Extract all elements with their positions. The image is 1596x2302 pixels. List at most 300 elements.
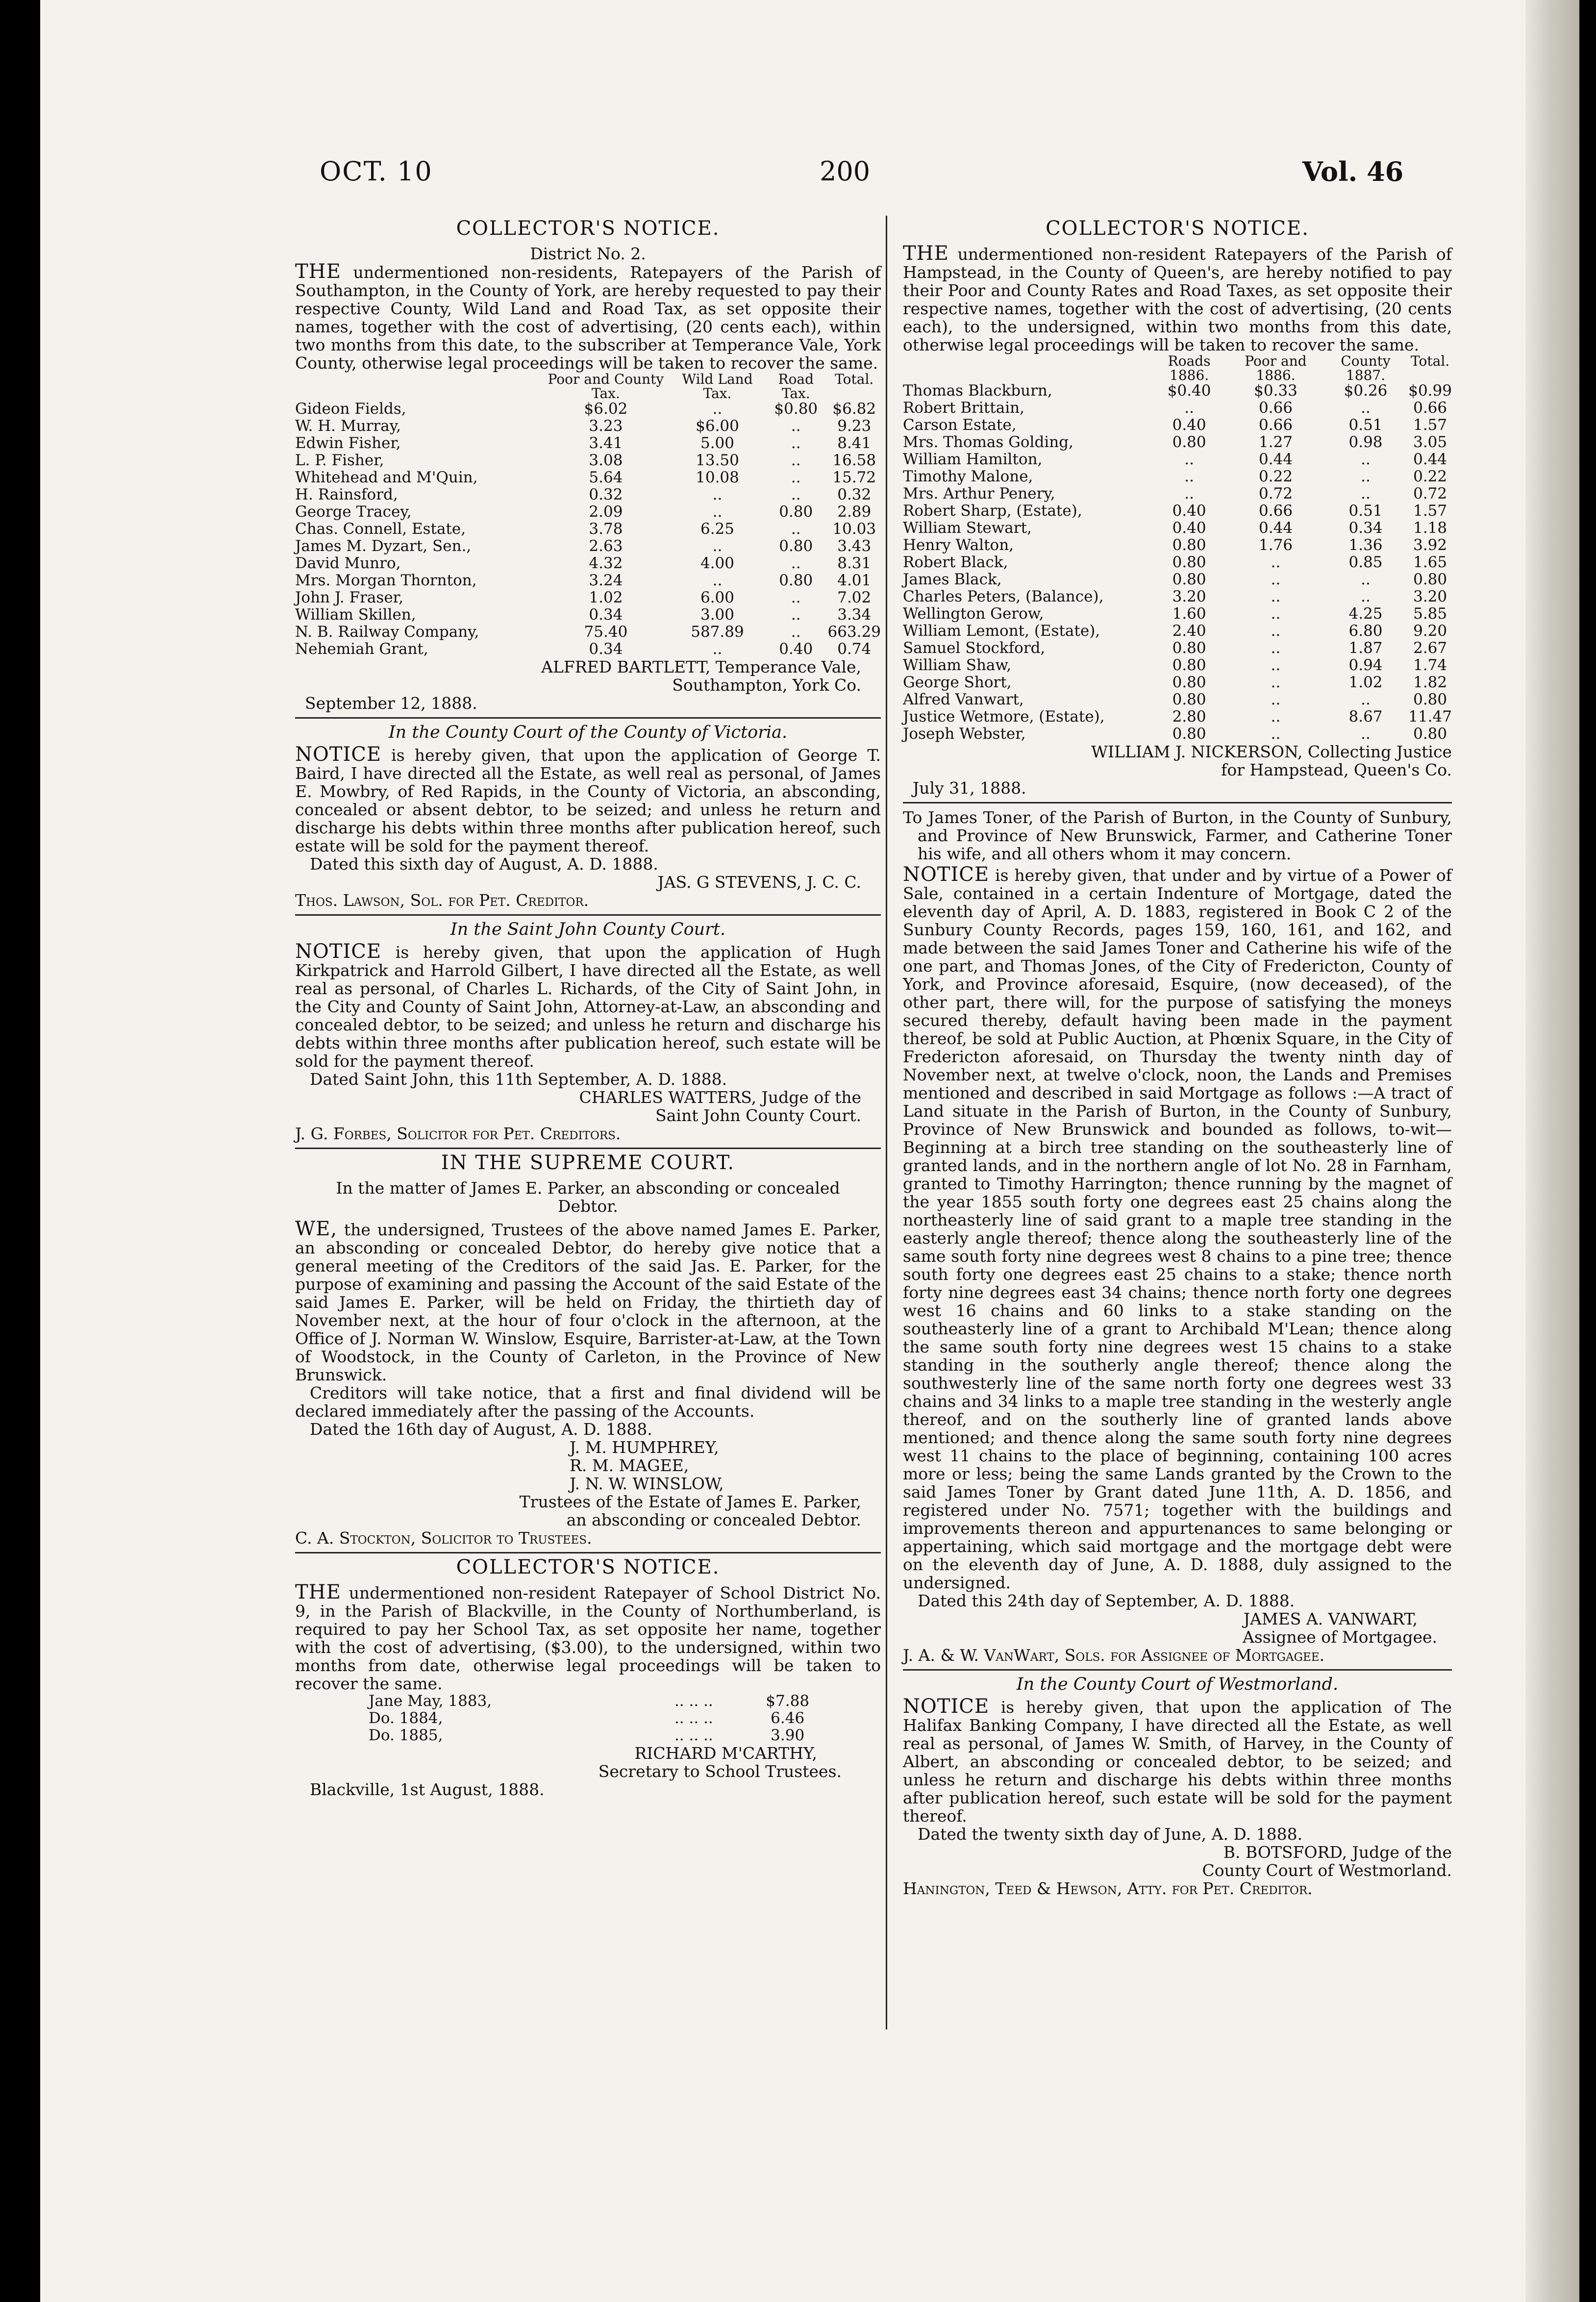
table-row [295,418,881,435]
amount-cell: 3.23 [589,417,623,435]
amount-cell: 5.64 [589,469,623,486]
notice-body [295,260,881,373]
table-row [295,589,881,606]
table-row [903,537,1452,554]
amount-cell: .. [1361,725,1371,743]
notice-body [903,1695,1452,1826]
table-row [903,691,1452,708]
amount-cell: 0.80 [1413,725,1447,743]
westmorland-court-notice [903,1676,1452,1898]
ratepayer-name: L. P. Fisher, [295,451,384,469]
ratepayer-name: W. H. Murray, [295,417,401,435]
amount-cell: .. [1271,708,1281,726]
amount-cell: .. [1271,622,1281,640]
amount-cell: 10.03 [832,520,876,538]
amount-cell: 13.50 [696,451,739,469]
signature-line: WILLIAM J. NICKERSON, Collecting Justice [1091,742,1452,761]
table-row [295,624,881,641]
amount-cell: 0.80 [779,503,813,521]
solicitor-line: Hanington, Teed & Hewson, Atty. for Pet. Creditor. [903,1879,1313,1898]
ratepayer-name: James Black, [903,571,1002,588]
trustee-name: J. N. W. WINSLOW, [570,1474,724,1493]
ratepayer-name: Mrs. Morgan Thornton, [295,572,477,589]
amount-cell: .. [1361,468,1371,485]
amount-cell: 2.40 [1172,622,1206,640]
signature-line: RICHARD M'CARTHY, [634,1744,817,1763]
amount-cell: 0.80 [1172,639,1206,657]
tax-table-header [903,354,1452,382]
ratepayer-name: Wellington Gerow, [903,605,1044,623]
col-name [903,354,1150,382]
notice-lead: NOTICE [295,743,382,766]
notice-date: Blackville, 1st August, 1888. [310,1780,545,1799]
table-row [903,502,1452,520]
amount-cell: .. [1271,553,1281,571]
signature-line: JAMES A. VANWART, [1243,1609,1418,1628]
table-row [369,1727,837,1744]
table-row [369,1710,837,1727]
amount-cell: 1.18 [1413,519,1447,537]
ratepayer-name: Henry Walton, [903,536,1014,554]
table-row [903,434,1452,451]
district-label: District No. 2. [530,244,646,263]
amount-cell: 3.00 [700,606,735,624]
dated-line: Dated this sixth day of August, A. D. 1888. [310,854,658,874]
amount-cell: .. [1271,605,1281,623]
amount-cell: 6.80 [1348,622,1383,640]
ratepayer-name: Justice Wetmore, (Estate), [903,708,1105,726]
amount-cell: .. [1361,571,1371,588]
amount-cell: 5.85 [1413,605,1447,623]
hampstead-collector-notice [856,217,1452,1898]
ratepayer-name: Mrs. Arthur Penery, [903,485,1055,502]
dated-line: Dated Saint John, this 11th September, A. D. 1888. [310,1070,727,1089]
amount-cell: 4.00 [700,554,735,572]
ratepayer-name: Mrs. Thomas Golding, [903,433,1073,451]
amount-cell: .. [712,400,723,418]
amount-cell: 16.58 [832,451,876,469]
amount-cell: 0.98 [1348,433,1383,451]
solicitor-line: C. A. Stockton, Solicitor to Trustees. [295,1528,592,1548]
amount-cell: 0.22 [1259,468,1293,485]
amount-cell: .. [791,520,801,538]
table-row [295,572,881,589]
table-row [903,520,1452,537]
amount-cell: .. [1184,450,1194,468]
amount-cell: .. [1184,485,1194,502]
notice-text: the undersigned, Trustees of the above named James E. Parker, an absconding or concealed Debtor, do hereby give notice that a general meeting of the Creditors of the said Jas. E. Parker, for the purpose of examining and passing the Account of the said Estate of the said James E. Parker, will be held on Friday, the thirtieth day of November next, at the hour of four o'clock in the afternoon, at the Office of J. Norman W. Winslow, Esquire, Barrister-at-Law, at the Town of Woodstock, in the County of Carleton, in the Province of New Brunswick. [295,1220,881,1384]
amount-cell: 6.46 [771,1709,805,1727]
amount-cell: .. [1361,691,1371,708]
table-row [903,588,1452,605]
amount-cell: 3.08 [589,451,623,469]
amount-cell: 2.80 [1172,708,1206,726]
amount-cell: 1.57 [1413,416,1447,434]
amount-cell: $0.80 [774,400,818,418]
amount-cell: 0.94 [1348,656,1383,674]
table-row [903,554,1452,571]
amount-cell: .. [1271,656,1281,674]
amount-cell: .. [1184,468,1194,485]
amount-cell: .. .. .. [674,1709,713,1727]
amount-cell: 1.36 [1348,536,1383,554]
amount-cell: 0.44 [1259,519,1293,537]
col-name [295,372,541,400]
amount-cell: .. [1271,639,1281,657]
table-row [295,452,881,469]
amount-cell: 3.34 [837,606,872,624]
table-row [903,674,1452,691]
header-date: OCT. 10 [320,156,433,187]
notice-lead: NOTICE [903,863,990,886]
table-row [903,726,1452,743]
mortgage-sale-notice [903,808,1452,1664]
amount-cell: .. [791,486,801,503]
signature-title: Saint John County Court. [655,1106,861,1125]
table-row [903,623,1452,640]
amount-cell: 1.82 [1413,674,1447,691]
table-row [295,641,881,658]
amount-cell: .. [712,537,723,555]
amount-cell: 6.00 [700,589,735,606]
ratepayer-name: Chas. Connell, Estate, [295,520,466,538]
amount-cell: 1.60 [1172,605,1206,623]
amount-cell: 2.89 [837,503,872,521]
solicitor-line: Thos. Lawson, Sol. for Pet. Creditor. [295,891,589,910]
amount-cell: .. [791,554,801,572]
amount-cell: 0.40 [1172,519,1206,537]
trustees-title: an absconding or concealed Debtor. [566,1510,861,1529]
amount-cell: 0.80 [1172,656,1206,674]
amount-cell: 0.80 [1172,571,1206,588]
amount-cell: .. [1271,725,1281,743]
amount-cell: 0.80 [1172,553,1206,571]
ratepayer-name: James M. Dyzart, Sen., [295,537,472,555]
col-county: County 1887. [1341,353,1391,383]
amount-cell: .. [1361,450,1371,468]
ratepayer-name: William Stewart, [903,519,1032,537]
notice-lead: WE, [295,1218,338,1240]
notice-body [295,1583,881,1693]
amount-cell: 1.02 [1348,674,1383,691]
amount-cell: 3.92 [1413,536,1447,554]
ratepayer-name: Thomas Blackburn, [903,382,1052,400]
amount-cell: 8.41 [837,434,872,452]
amount-cell: 0.34 [589,606,623,624]
amount-cell: 0.80 [1413,571,1447,588]
amount-cell: 587.89 [691,623,744,641]
amount-cell: .. [712,486,723,503]
amount-cell: .. [791,606,801,624]
table-row [903,657,1452,674]
amount-cell: 663.29 [827,623,881,641]
table-row [295,606,881,624]
dated-line: Dated this 24th day of September, A. D. 1888. [918,1591,1295,1610]
blackville-collector-notice [295,1558,881,1799]
notice-text: is hereby given, that upon the application of The Halifax Banking Company, I have directed all the Estate, as well real as personal, of James W. Smith, of Harvey, in the County of Albert, an absconding or concealed debtor, to be seized; and unless he return and discharge his debts within three months after publication hereof, such estate will be sold for the payment thereof. [903,1698,1452,1826]
ratepayer-name: George Short, [903,674,1012,691]
amount-cell: $0.26 [1344,382,1388,400]
col-roads: Roads 1886. [1168,353,1211,383]
signature-line: B. BOTSFORD, Judge of the [1223,1843,1452,1862]
amount-cell: 0.80 [1172,433,1206,451]
amount-cell: 0.40 [1172,502,1206,520]
ratepayer-name: George Tracey, [295,503,412,521]
southampton-collector-notice [295,217,881,713]
amount-cell: 0.80 [1172,691,1206,708]
addressee-line: To James Toner, of the Parish of Burton, in the County of Sunbury, and Province of New Brunswick, Farmer, and Catherine Toner his wife, and all others whom it may concern. [903,808,1452,863]
amount-cell: 3.90 [771,1726,805,1744]
table-row [295,503,881,521]
amount-cell: 0.32 [589,486,623,503]
divider [295,717,881,719]
amount-cell: 0.72 [1259,485,1293,502]
trustee-name: J. M. HUMPHREY, [570,1438,719,1457]
court-heading: In the County Court of Westmorland. [1016,1675,1339,1694]
amount-cell: .. [1271,571,1281,588]
ratepayer-name: William Shaw, [903,656,1012,674]
saint-john-court-notice [295,921,881,1143]
amount-cell: 75.40 [584,623,628,641]
ratepayer-name: David Munro, [295,554,401,572]
ratepayer-name: N. B. Railway Company, [295,623,479,641]
amount-cell: .. [791,434,801,452]
amount-cell: 4.01 [837,572,872,589]
amount-cell: 0.80 [1172,536,1206,554]
amount-cell: 0.66 [1259,416,1293,434]
notice-title: COLLECTOR'S NOTICE. [456,1556,720,1578]
table-row [903,640,1452,657]
ratepayer-name: Samuel Stockford, [903,639,1046,657]
ratepayer-name: Carson Estate, [903,416,1017,434]
amount-cell: 9.20 [1413,622,1447,640]
signature-title: County Court of Westmorland. [1202,1861,1452,1880]
amount-cell: .. [791,589,801,606]
table-row [903,382,1452,400]
amount-cell: $7.88 [766,1692,810,1710]
notice-text: is hereby given, that upon the application of Hugh Kirkpatrick and Harrold Gilbert, I have directed all the Estate, as well real as personal, of Charles L. Richards, of the City of Saint John, in the City and County of Saint John, Attorney-at-Law, an absconding and concealed debtor, to be seized; and unless he return and discharge his debts within three months after publication hereof, such estate will be sold for the payment thereof. [295,943,881,1071]
amount-cell: 1.76 [1259,536,1293,554]
amount-cell: 4.32 [589,554,623,572]
signature-place: Southampton, York Co. [672,676,861,695]
amount-cell: 1.87 [1348,639,1383,657]
amount-cell: $6.02 [584,400,628,418]
school-tax-table [369,1693,837,1744]
supreme-court-notice [295,1151,881,1548]
dated-line: Dated the 16th day of August, A. D. 1888. [310,1420,652,1439]
notice-lead: NOTICE [903,1695,990,1718]
amount-cell: 0.34 [1348,519,1383,537]
victoria-court-notice [295,724,881,909]
divider [903,1669,1452,1671]
tax-table-header [295,372,881,400]
notice-text: undermentioned non-resident Ratepayers of the Parish of Hampstead, in the County of Queen's, are hereby notified to pay their Poor and County Rates and Road Taxes, as set opposite their respective names, together with the cost of advertising, (20 cents each), to the undersigned, within two months from this date, otherwise legal proceedings will be taken to recover the same. [903,245,1452,354]
trustees-title: Trustees of the Estate of James E. Parker, [519,1492,861,1511]
amount-cell: 0.51 [1348,502,1383,520]
amount-cell: 7.02 [837,589,872,606]
amount-cell: .. [712,503,723,521]
col-poor-county: Poor and County Tax. [548,371,664,401]
dated-line: Dated the twenty sixth day of June, A. D. 1888. [918,1825,1303,1844]
amount-cell: .. [1271,674,1281,691]
notice-text: is hereby given, that upon the application of George T. Baird, I have directed all the Estate, as well real as personal, of James E. Mowbry, of Red Rapids, in the County of Victoria, an absconding, concealed or absent debtor, to be seized; and unless he return and discharge his debts within three months after publication hereof, such estate will be sold for the payment thereof. [295,746,881,855]
amount-cell: .. [712,572,723,589]
amount-cell: 0.66 [1413,399,1447,417]
notice-body [295,743,881,855]
amount-cell: 4.25 [1348,605,1383,623]
amount-cell: .. [1184,399,1194,417]
amount-cell: 0.32 [837,486,872,503]
ratepayer-name: Robert Black, [903,553,1008,571]
amount-cell: 0.34 [589,640,623,658]
signature-line: ALFRED BARTLETT, Temperance Vale, [541,657,861,676]
amount-cell: .. [791,451,801,469]
tax-table [903,354,1452,743]
col-poor: Poor and 1886. [1245,353,1307,383]
table-row [903,605,1452,623]
amount-cell: 0.80 [779,537,813,555]
ratepayer-name: Joseph Webster, [903,725,1026,743]
amount-cell: 3.20 [1413,588,1447,605]
court-heading: In the County Court of the County of Victoria. [388,723,788,742]
amount-cell: 3.24 [589,572,623,589]
notice-lead: THE [295,260,341,283]
signature-line: JAS. G STEVENS, J. C. C. [657,873,861,892]
ratepayer-name: Whitehead and M'Quin, [295,469,478,486]
amount-cell: 6.25 [700,520,735,538]
amount-cell: 3.78 [589,520,623,538]
amount-cell: 3.41 [589,434,623,452]
amount-cell: 0.66 [1259,502,1293,520]
amount-cell: 0.51 [1348,416,1383,434]
amount-cell: $0.33 [1254,382,1297,400]
col-total: Total. [1411,353,1450,369]
amount-cell: .. .. .. [674,1692,713,1710]
notice-body [295,940,881,1071]
tax-table [295,372,881,658]
table-row [903,417,1452,434]
amount-cell: 3.20 [1172,588,1206,605]
table-row [903,451,1452,468]
amount-cell: .. [791,469,801,486]
amount-cell: 9.23 [837,417,872,435]
amount-cell: 0.80 [1172,725,1206,743]
amount-cell: 1.57 [1413,502,1447,520]
col-wild-land: Wild Land Tax. [682,371,753,401]
notice-body-2: Creditors will take notice, that a first and final dividend will be declared immediately after the passing of the Accounts. [295,1383,881,1421]
amount-cell: .. [1271,691,1281,708]
table-row [903,485,1452,502]
amount-cell: 8.67 [1348,708,1383,726]
page-header [40,156,1579,200]
signature-title: for Hampstead, Queen's Co. [1221,760,1452,779]
amount-cell: 0.40 [1172,416,1206,434]
notice-date: July 31, 1888. [913,778,1026,798]
amount-cell: 1.74 [1413,656,1447,674]
ratepayer-name: Edwin Fisher, [295,434,401,452]
ratepayer-name: Timothy Malone, [903,468,1033,485]
right-column [856,216,1452,1898]
amount-cell: $0.40 [1167,382,1211,400]
amount-cell: 0.44 [1259,450,1293,468]
court-heading: In the Saint John County Court. [450,920,726,939]
amount-cell: .. [1361,399,1371,417]
ratepayer-name: H. Rainsford, [295,486,398,503]
ratepayer-name: John J. Fraser, [295,589,403,606]
amount-cell: 15.72 [832,469,876,486]
amount-cell: 2.67 [1413,639,1447,657]
amount-cell: 0.72 [1413,485,1447,502]
amount-cell: .. [791,623,801,641]
trustee-name: R. M. MAGEE, [570,1456,689,1475]
notice-lead: NOTICE [295,940,382,963]
amount-cell: $6.00 [696,417,739,435]
amount-cell: 0.66 [1259,399,1293,417]
table-row [295,486,881,503]
matter-line: In the matter of James E. Parker, an absconding or concealed Debtor. [336,1178,840,1216]
amount-cell: 0.40 [779,640,813,658]
divider [295,1552,881,1553]
ratepayer-name: Robert Brittain, [903,399,1024,417]
amount-cell: 2.09 [589,503,623,521]
notice-text: undermentioned non-residents, Ratepayers of the Parish of Southampton, in the County of York, are hereby requested to pay their respective County, Wild Land and Road Tax, as set opposite their names, together with the cost of advertising, (20 cents each), within two months from this date, to the subscriber at Temperance Vale, York County, otherwise legal proceedings will be taken to recover the same. [295,263,881,373]
divider [295,914,881,916]
amount-cell: 0.22 [1413,468,1447,485]
notice-body [903,242,1452,354]
signature-title: Assignee of Mortgagee. [1243,1627,1437,1647]
ratepayer-name: Robert Sharp, (Estate), [903,502,1082,520]
ratepayer-name: Nehemiah Grant, [295,640,428,658]
table-row [903,400,1452,417]
page-edge [1525,0,1579,2302]
ratepayer-name: Alfred Vanwart, [903,691,1024,708]
table-row [903,468,1452,485]
amount-cell: 3.05 [1413,433,1447,451]
amount-cell: $0.99 [1408,382,1452,400]
ratepayer-name: Do. 1884, [369,1709,443,1727]
divider [903,802,1452,803]
ratepayer-name: William Hamilton, [903,450,1043,468]
amount-cell: 3.43 [837,537,872,555]
table-row [369,1693,837,1710]
amount-cell: $6.82 [832,400,876,418]
amount-cell: .. .. .. [674,1726,713,1744]
amount-cell: .. [1271,588,1281,605]
notice-text: is hereby given, that under and by virtue of a Power of Sale, contained in a certain Indenture of Mortgage, dated the eleventh day of April, A. D. 1883, registered in Book C 2 of the Sunbury County Records, pages 159, 160, 161, and 162, and made between the said James Toner and Catherine his wife of the one part, and Thomas Jones, of the City of Fredericton, County of York, and Province aforesaid, Esquire, (now deceased), of the other part, there will, for the purpose of satisfying the moneys secured thereby, default having been made in the payment thereof, be sold at Public Auction, at Phœnix Square, in the City of Fredericton aforesaid, on Thursday the twenty ninth day of November next, at twelve o'clock, noon, the Lands and Premises mentioned and described in said Mortgage as follows :—A tract of Land situate in the Parish of Burton, in the County of Sunbury, Province of New Brunswick and bounded as follows, to-wit—Beginning at a birch tree standing on the southeasterly line of granted lands, and in the northern angle of lot No. 28 in Farnham, granted to Timothy Harrington; thence running by the magnet of the year 1855 south forty one degrees east 25 chains along the northeasterly line of said grant to a maple tree standing in the easterly angle thereof; thence along the southeasterly line of the same south forty nine degrees west 8 chains to a pine tree; thence south forty one degrees east 25 chains to a stake; thence north forty nine degrees east 34 chains; thence north forty one degrees west 16 chains and 60 links to a stake standing on the southeasterly line of a grant to Archibald M'Lean; thence along the same south forty nine degrees west 15 chains to a stake standing in the southerly angle thereof; thence along the southwesterly line of the same north forty one degrees west 33 chains and 34 links to a maple tree standing in the westerly angle thereof, and on the southerly line of granted lands above mentioned; and thence along the same south forty nine degrees west 11 chains to the place of beginning, containing 100 acres more or less; being the same Lands granted by the Crown to the said James Toner by Grant dated June 11th, A. D. 1856, and registered under No. 7571; together with the buildings and improvements thereon and appurtenances to same belonging or appertaining, which said mortgage and the mortgage debt were on the eleventh day of June, A. D. 1888, duly assigned to the undersigned. [903,866,1452,1592]
divider [295,1148,881,1149]
amount-cell: 2.63 [589,537,623,555]
solicitor-line: J. A. & W. VanWart, Sols. for Assignee of Mortgagee. [903,1646,1325,1665]
amount-cell: 0.80 [1413,691,1447,708]
amount-cell: 11.47 [1408,708,1452,726]
amount-cell: 8.31 [837,554,872,572]
ratepayer-name: William Lemont, (Estate), [903,622,1100,640]
signature-line: CHARLES WATTERS, Judge of the [579,1088,861,1107]
ratepayer-name: Gideon Fields, [295,400,406,418]
notice-date: September 12, 1888. [305,694,477,713]
notice-title: COLLECTOR'S NOTICE. [456,217,720,240]
table-row [295,469,881,486]
ratepayer-name: William Skillen, [295,606,416,624]
amount-cell: 1.27 [1259,433,1293,451]
signature-title: Secretary to School Trustees. [598,1762,842,1781]
ratepayer-name: Jane May, 1883, [369,1692,492,1710]
table-row [295,521,881,538]
notice-body [295,1220,881,1384]
amount-cell: .. [791,417,801,435]
ratepayer-name: Do. 1885, [369,1726,443,1744]
notice-lead: THE [295,1581,341,1603]
